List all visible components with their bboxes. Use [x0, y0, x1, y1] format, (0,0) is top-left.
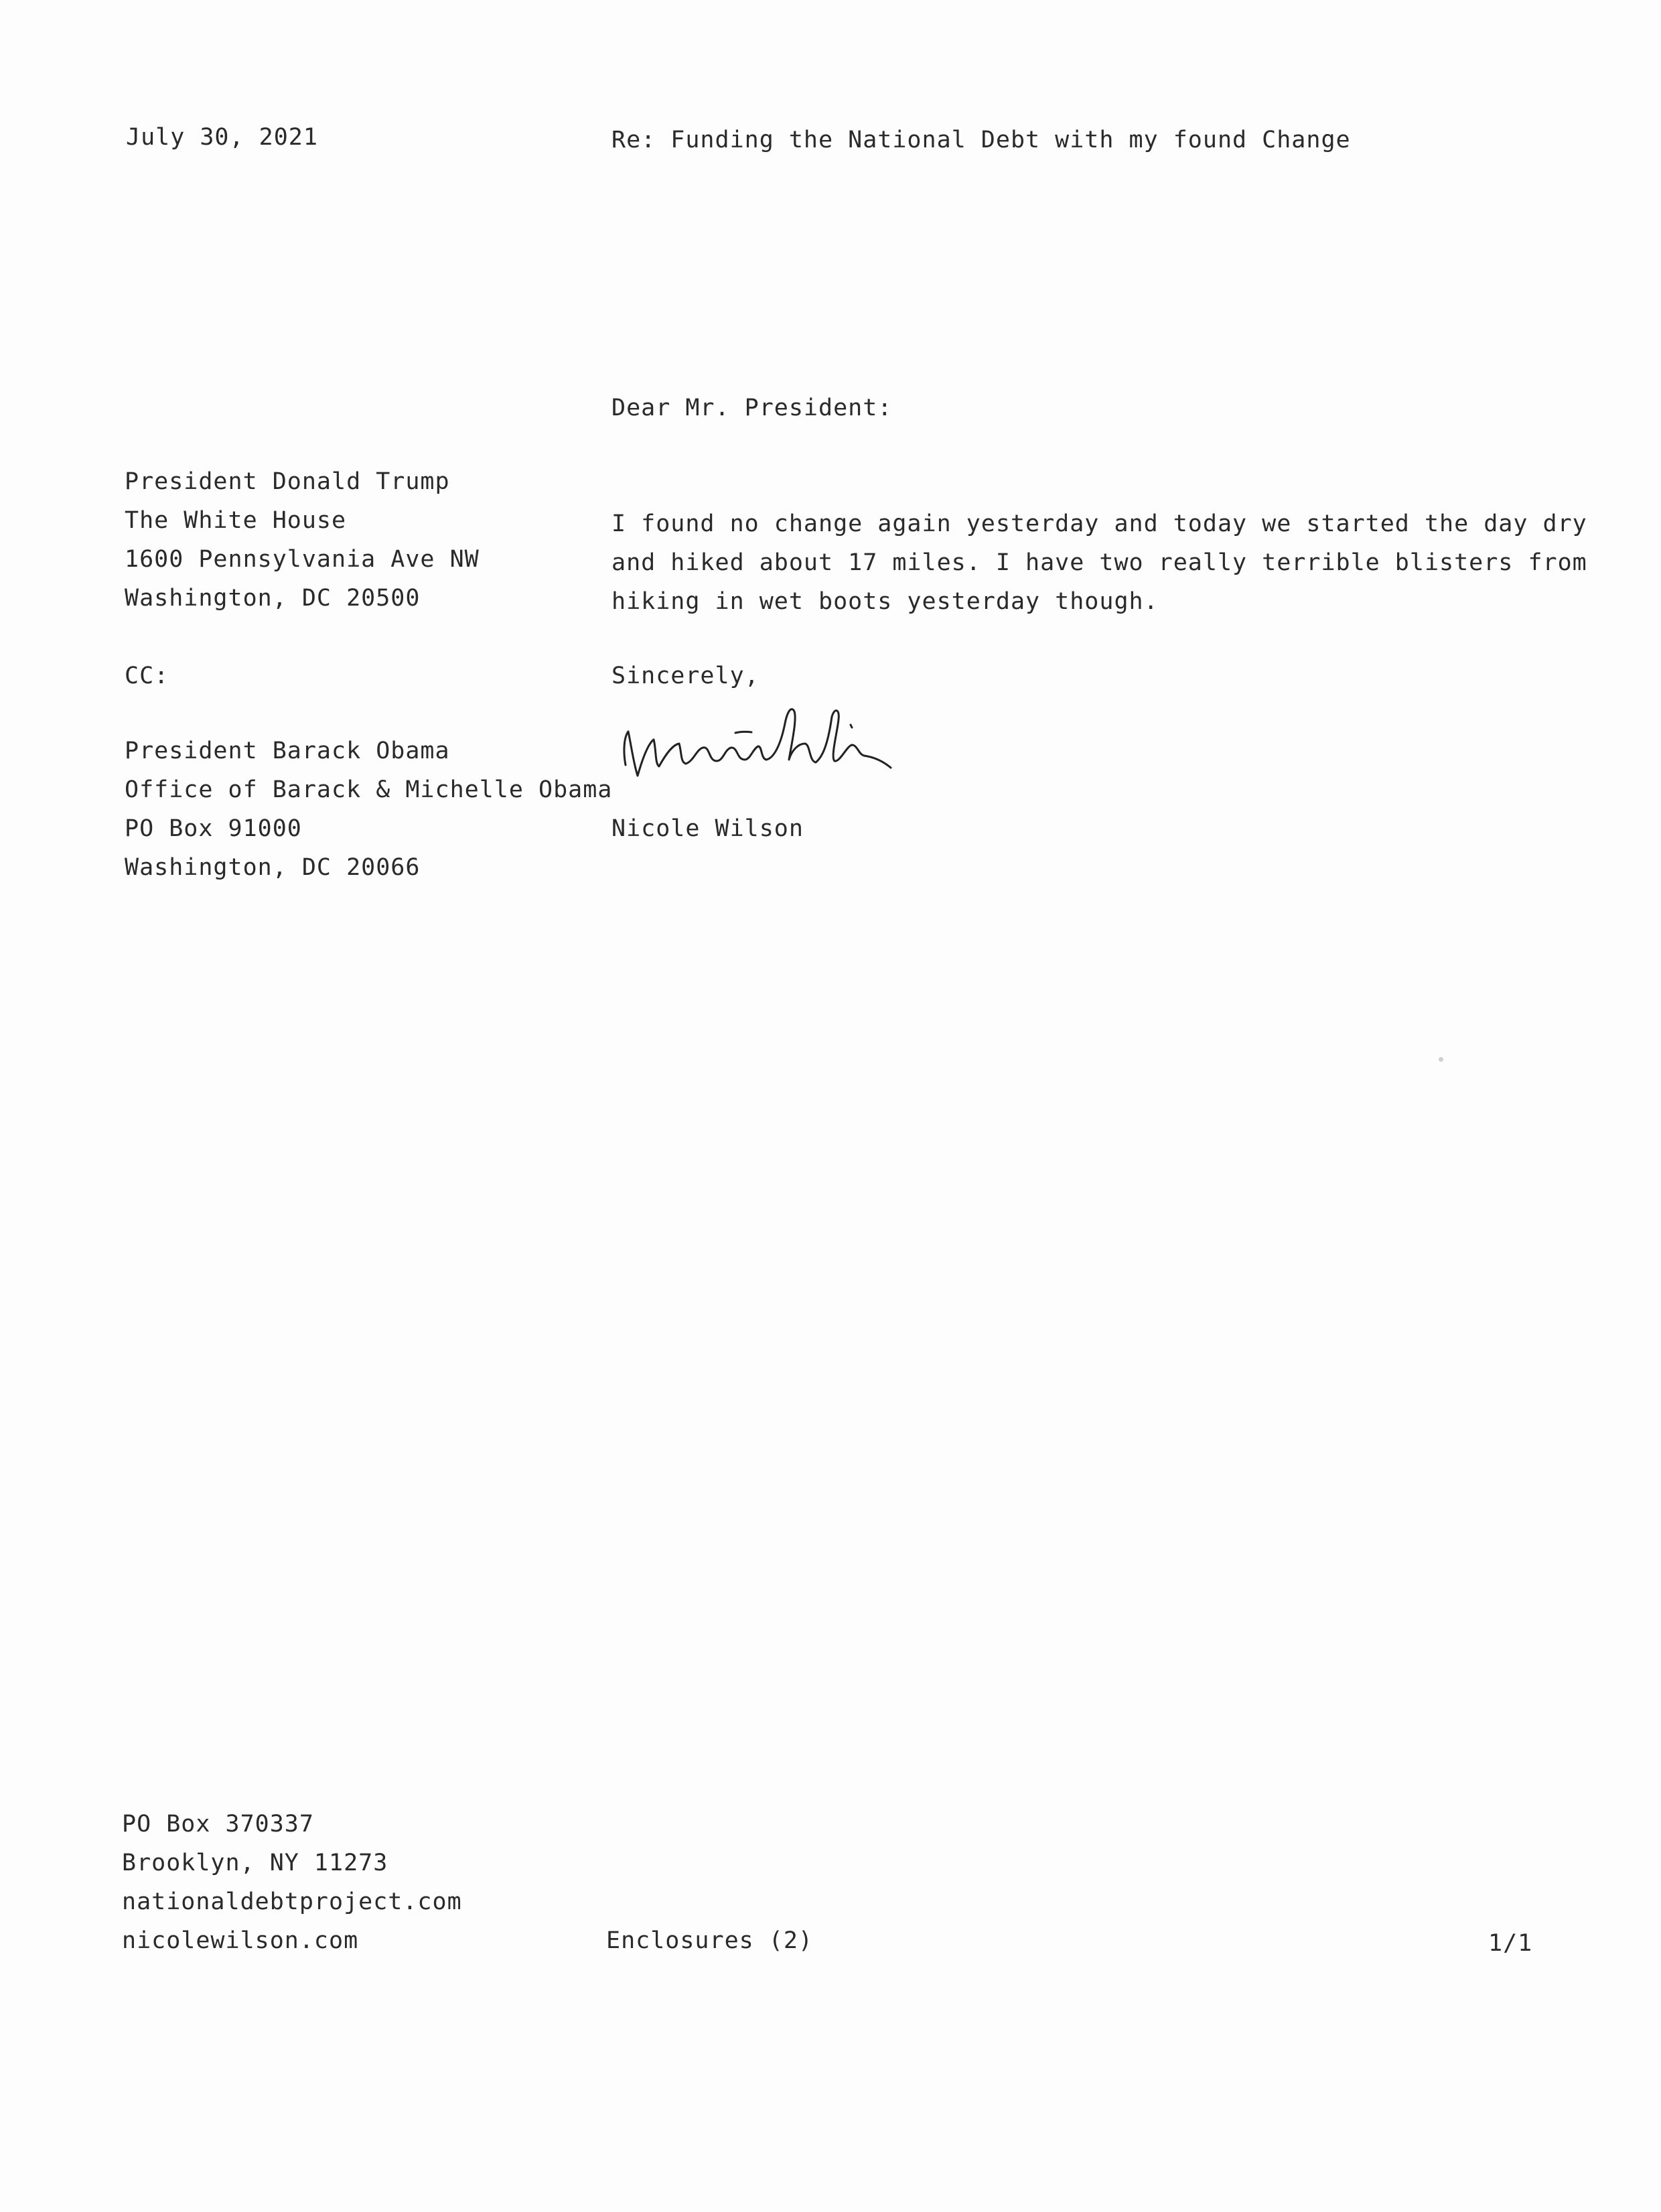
- recipient-street: 1600 Pennsylvania Ave NW: [125, 546, 480, 573]
- body-line: I found no change again yesterday and today we started the day dry: [611, 510, 1587, 537]
- sender-website-personal: nicolewilson.com: [122, 1927, 359, 1954]
- sender-po-box: PO Box 370337: [122, 1811, 314, 1838]
- closing: Sincerely,: [611, 663, 760, 689]
- signer-name: Nicole Wilson: [611, 815, 804, 842]
- sender-website-project: nationaldebtproject.com: [122, 1888, 462, 1915]
- subject-line: Re: Funding the National Debt with my found Change: [611, 127, 1351, 153]
- handwritten-signature: [616, 697, 964, 817]
- enclosures-note: Enclosures (2): [606, 1927, 814, 1954]
- scan-speck: [1439, 1057, 1443, 1062]
- page-number: 1/1: [1488, 1930, 1533, 1957]
- salutation: Dear Mr. President:: [611, 395, 893, 421]
- cc-name: President Barack Obama: [125, 738, 450, 764]
- cc-address: [125, 732, 612, 887]
- letter-date: July 30, 2021: [126, 124, 318, 151]
- recipient-organization: The White House: [125, 507, 347, 534]
- body-paragraph: [611, 504, 1587, 621]
- body-line: and hiked about 17 miles. I have two really terrible blisters from: [611, 549, 1587, 576]
- recipient-city: Washington, DC 20500: [125, 585, 421, 612]
- cc-label: CC:: [125, 663, 169, 689]
- cc-city: Washington, DC 20066: [125, 854, 421, 881]
- sender-address: [122, 1805, 462, 1960]
- recipient-address: [125, 462, 480, 618]
- body-line: hiking in wet boots yesterday though.: [611, 588, 1159, 615]
- cc-organization: Office of Barack & Michelle Obama: [125, 776, 613, 803]
- sender-city: Brooklyn, NY 11273: [122, 1850, 388, 1876]
- recipient-name: President Donald Trump: [125, 468, 450, 495]
- cc-street: PO Box 91000: [125, 815, 302, 842]
